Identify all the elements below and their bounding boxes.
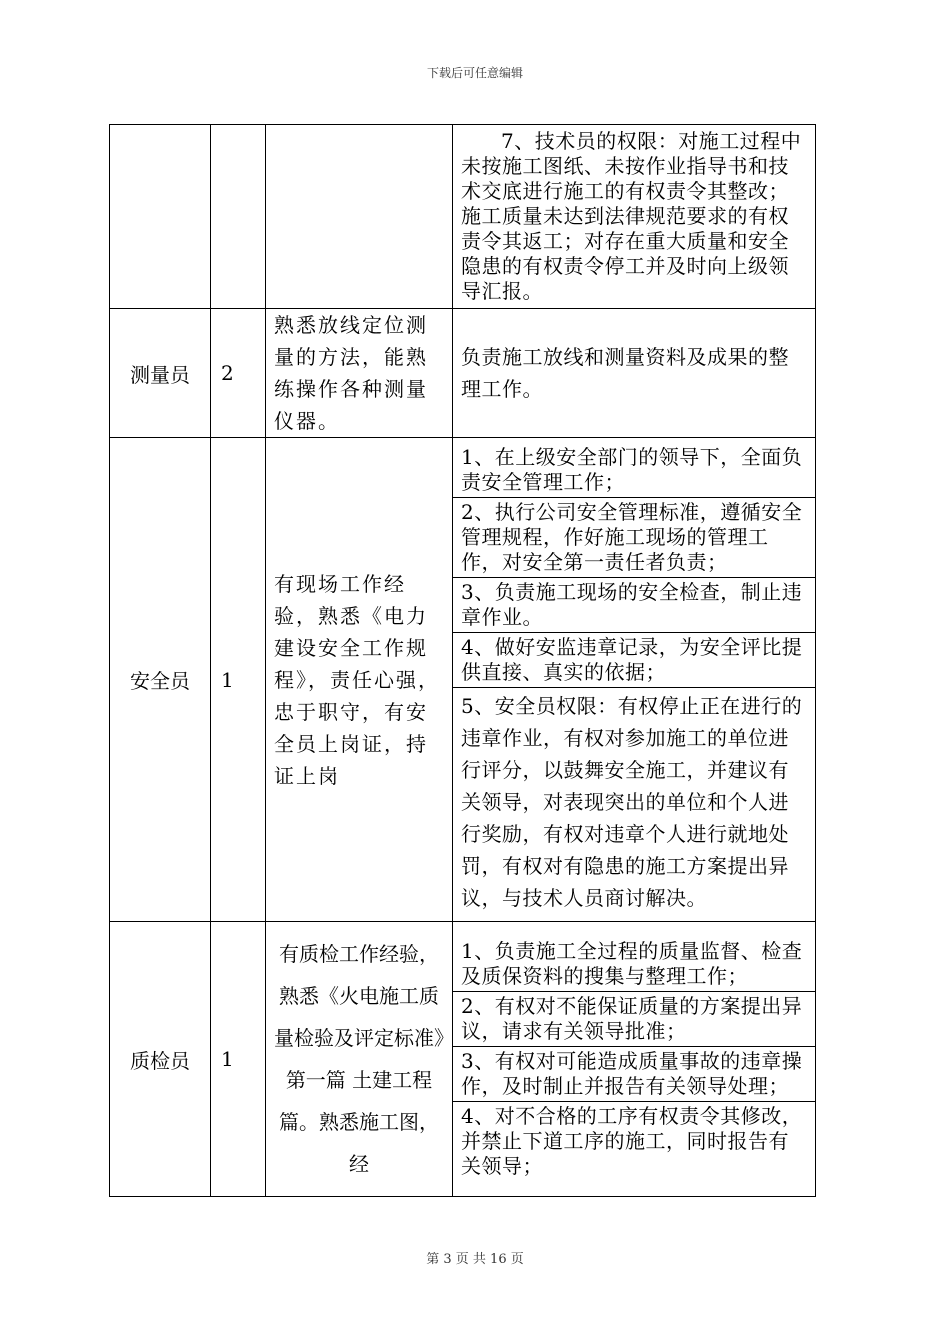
duty-cell xyxy=(453,922,816,1197)
table-row xyxy=(110,309,816,438)
count-cell: 1 xyxy=(211,438,266,922)
duty-cell xyxy=(453,125,816,309)
duty-cell xyxy=(453,309,816,438)
page-header: 下载后可任意编辑 xyxy=(426,66,523,80)
count-cell: 1 xyxy=(211,922,266,1197)
duty-item: 1、负责施工全过程的质量监督、检查及质保资料的搜集与整理工作； xyxy=(461,939,803,988)
table-row xyxy=(110,922,816,1197)
duty-item: 3、有权对可能造成质量事故的违章操作，及时制止并报告有关领导处理； xyxy=(453,1046,815,1101)
count-cell xyxy=(211,125,266,309)
role-cell: 质检员 xyxy=(110,922,211,1197)
page-footer: 第 3 页 共 16 页 xyxy=(426,1252,524,1267)
role-cell: 测量员 xyxy=(110,309,211,438)
table-row xyxy=(110,438,816,922)
duty-item: 2、执行公司安全管理标准，遵循安全管理规程，作好施工现场的管理工作，对安全第一责任者负责； xyxy=(453,497,815,577)
staff-duty-table xyxy=(109,124,816,1197)
duty-item: 1、在上级安全部门的领导下，全面负责安全管理工作； xyxy=(461,445,803,494)
count-cell: 2 xyxy=(211,309,266,438)
duty-item: 7、技术员的权限：对施工过程中未按施工图纸、未按作业指导书和技术交底进行施工的有权责令其整改；施工质量未达到法律规范要求的有权责令其返工；对存在重大质量和安全隐患的有权责令停工并及时向上级领导汇报。 xyxy=(461,129,802,303)
duty-item: 5、安全员权限：有权停止正在进行的违章作业，有权对参加施工的单位进行评分，以鼓舞安全施工，并建议有关领导，对表现突出的单位和个人进行奖励，有权对违章个人进行就地处罚，有权对有隐患的施工方案提出异议，与技术人员商讨解决。 xyxy=(453,687,815,916)
duty-item: 3、负责施工现场的安全检查，制止违章作业。 xyxy=(453,577,815,632)
duty-item: 2、有权对不能保证质量的方案提出异议，请求有关领导批准； xyxy=(453,991,815,1046)
table-row xyxy=(110,125,816,309)
duty-item: 4、对不合格的工序有权责令其修改，并禁止下道工序的施工，同时报告有关领导； xyxy=(453,1101,815,1181)
duty-item: 负责施工放线和测量资料及成果的整理工作。 xyxy=(461,345,789,401)
role-cell: 安全员 xyxy=(110,438,211,922)
duty-cell xyxy=(453,438,816,922)
duty-item: 4、做好安监违章记录，为安全评比提供直接、真实的依据； xyxy=(453,632,815,687)
requirement-cell: 有现场工作经验，熟悉《电力建设安全工作规程》，责任心强，忠于职守，有安全员上岗证，持证上岗 xyxy=(266,438,453,922)
requirement-cell: 有质检工作经验，熟悉《火电施工质量检验及评定标准》第一篇 土建工程篇。熟悉施工图，经 xyxy=(266,922,453,1197)
role-cell xyxy=(110,125,211,309)
requirement-cell xyxy=(266,125,453,309)
requirement-cell: 熟悉放线定位测量的方法，能熟练操作各种测量仪器。 xyxy=(266,309,453,438)
